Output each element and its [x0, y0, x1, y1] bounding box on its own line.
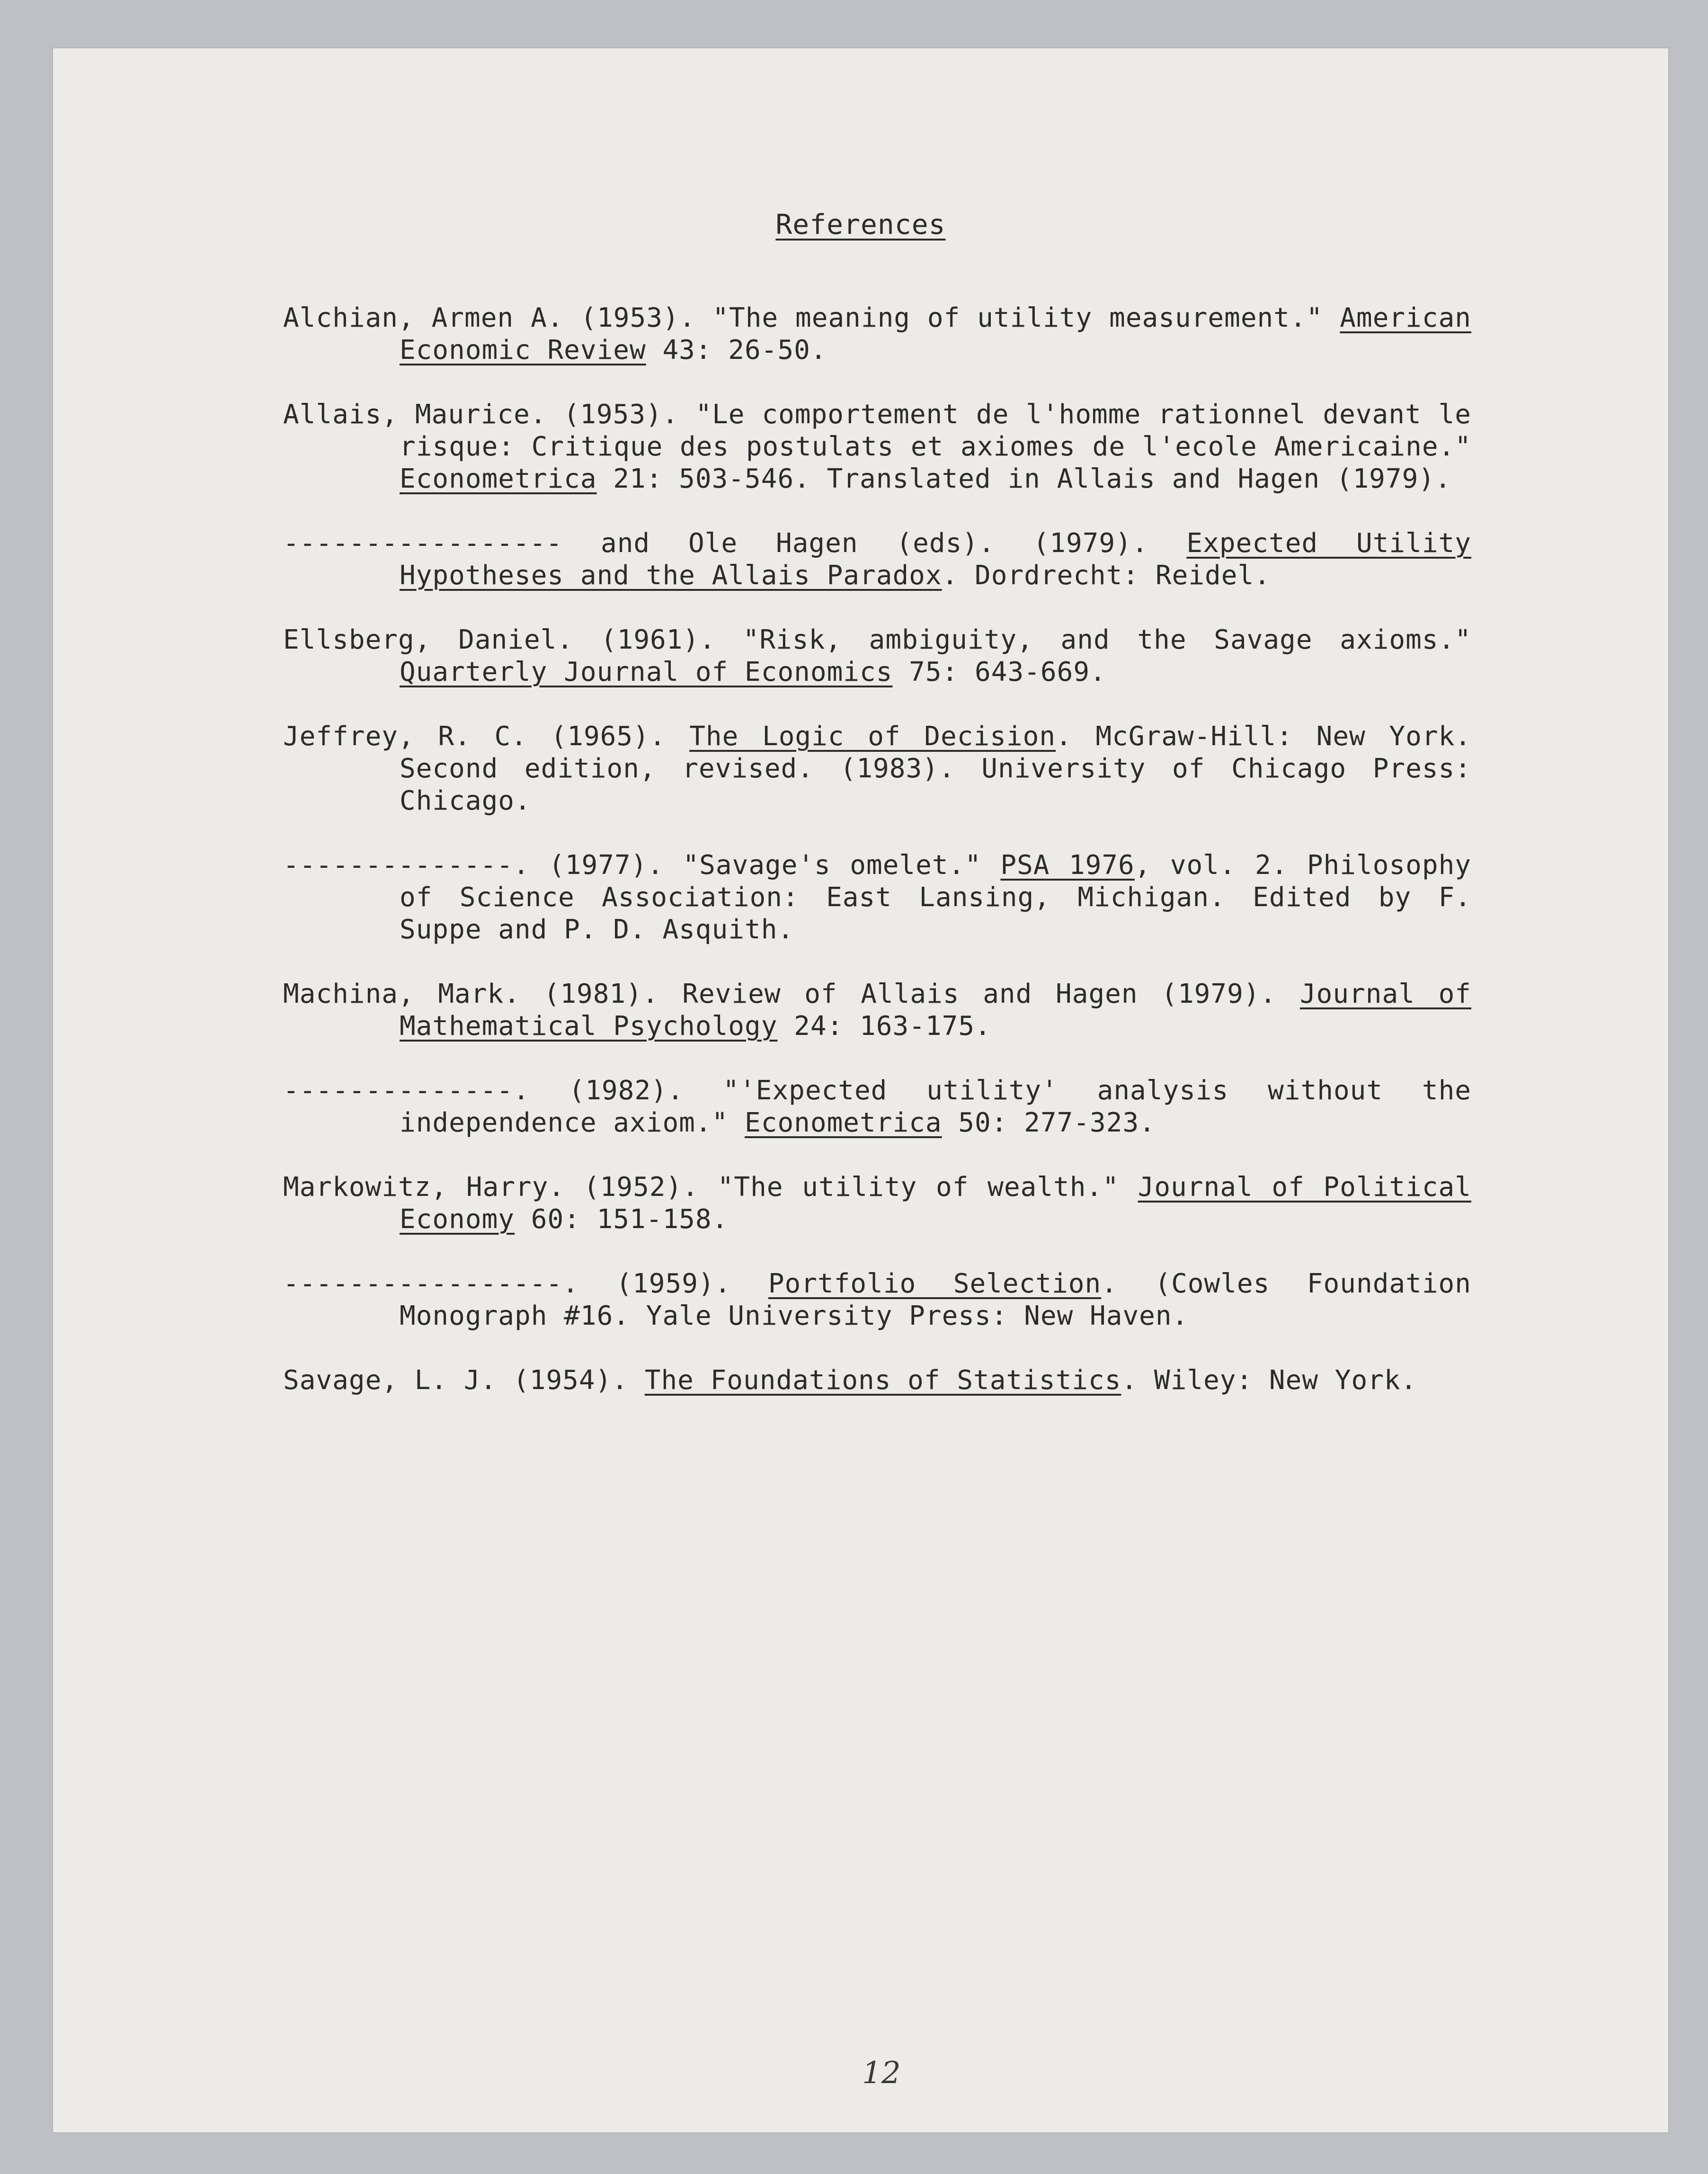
reference-entry-allais-1953 [283, 399, 1471, 495]
reference-title: PSA 1976 [1000, 850, 1135, 881]
reference-title: Quarterly Journal of Economics [400, 657, 893, 687]
reference-entry-markowitz-1959 [283, 1268, 1471, 1332]
reference-text: --------------. (1977). "Savage's omelet." [283, 850, 1001, 881]
reference-title: Journal of Mathematical Psychology [400, 979, 1471, 1042]
reference-text: Jeffrey, R. C. (1965). [283, 721, 690, 752]
reference-entry-alchian-1953 [283, 302, 1471, 366]
reference-title: Journal of Political Economy [400, 1172, 1471, 1235]
reference-entry-jeffrey-1977 [283, 849, 1471, 946]
reference-title: The Logic of Decision [689, 721, 1056, 752]
reference-entry-ellsberg-1961 [283, 624, 1471, 688]
reference-text: Alchian, Armen A. (1953). "The meaning of utility measurement." [283, 303, 1340, 333]
reference-text: --------------. (1982). "'Expected utility' analysis without the independence axiom." [283, 1075, 1471, 1138]
references-heading [53, 208, 1668, 241]
reference-title: Econometrica [745, 1107, 942, 1138]
reference-details: . McGraw-Hill: New York. Second edition, revised. (1983). University of Chicago Press: Chicago. [400, 721, 1471, 816]
document-page [53, 48, 1668, 2132]
reference-details: 50: 277-323. [942, 1107, 1156, 1138]
reference-title: Econometrica [400, 463, 597, 494]
reference-details: 43: 26-50. [646, 335, 827, 365]
reference-text: Markowitz, Harry. (1952). "The utility of wealth." [283, 1172, 1138, 1203]
reference-title: American Economic Review [400, 303, 1471, 365]
reference-details: 75: 643-669. [892, 657, 1106, 687]
reference-text: Savage, L. J. (1954). [283, 1365, 645, 1396]
reference-details: 24: 163-175. [777, 1011, 991, 1042]
reference-text: Machina, Mark. (1981). Review of Allais and Hagen (1979). [283, 979, 1300, 1009]
reference-entry-machina-1981 [283, 978, 1471, 1042]
reference-text: ----------------- and Ole Hagen (eds). (1979). [283, 528, 1187, 559]
reference-title: The Foundations of Statistics [644, 1365, 1121, 1396]
reference-entry-allais-hagen-1979 [283, 527, 1471, 592]
reference-entry-savage-1954 [283, 1364, 1471, 1397]
references-heading-text: References [775, 208, 946, 241]
reference-details: . Dordrecht: Reidel. [942, 560, 1271, 591]
reference-text: -----------------. (1959). [283, 1268, 768, 1299]
reference-list [283, 276, 1471, 1429]
reference-details: , vol. 2. Philosophy of Science Association: East Lansing, Michigan. Edited by F. Suppe and P. D. Asquith. [400, 850, 1471, 945]
reference-details: 60: 151-158. [515, 1204, 729, 1235]
reference-title: Portfolio Selection [768, 1268, 1102, 1299]
reference-text: Ellsberg, Daniel. (1961). "Risk, ambiguity, and the Savage axioms." [283, 624, 1471, 655]
reference-text: Allais, Maurice. (1953). "Le comportement de l'homme rationnel devant le risque: Critique des postulats et axiomes de l'ecole Americaine." [283, 399, 1471, 462]
reference-entry-markowitz-1952 [283, 1171, 1471, 1236]
reference-details: . (Cowles Foundation Monograph #16. Yale University Press: New Haven. [400, 1268, 1471, 1331]
reference-details: 21: 503-546. Translated in Allais and Hagen (1979). [596, 463, 1451, 494]
reference-entry-jeffrey-1965 [283, 721, 1471, 817]
reference-entry-machina-1982 [283, 1075, 1471, 1139]
reference-title: Expected Utility Hypotheses and the Allais Paradox [400, 528, 1471, 591]
reference-details: . Wiley: New York. [1121, 1365, 1417, 1396]
page-number: 12 [862, 2056, 901, 2091]
